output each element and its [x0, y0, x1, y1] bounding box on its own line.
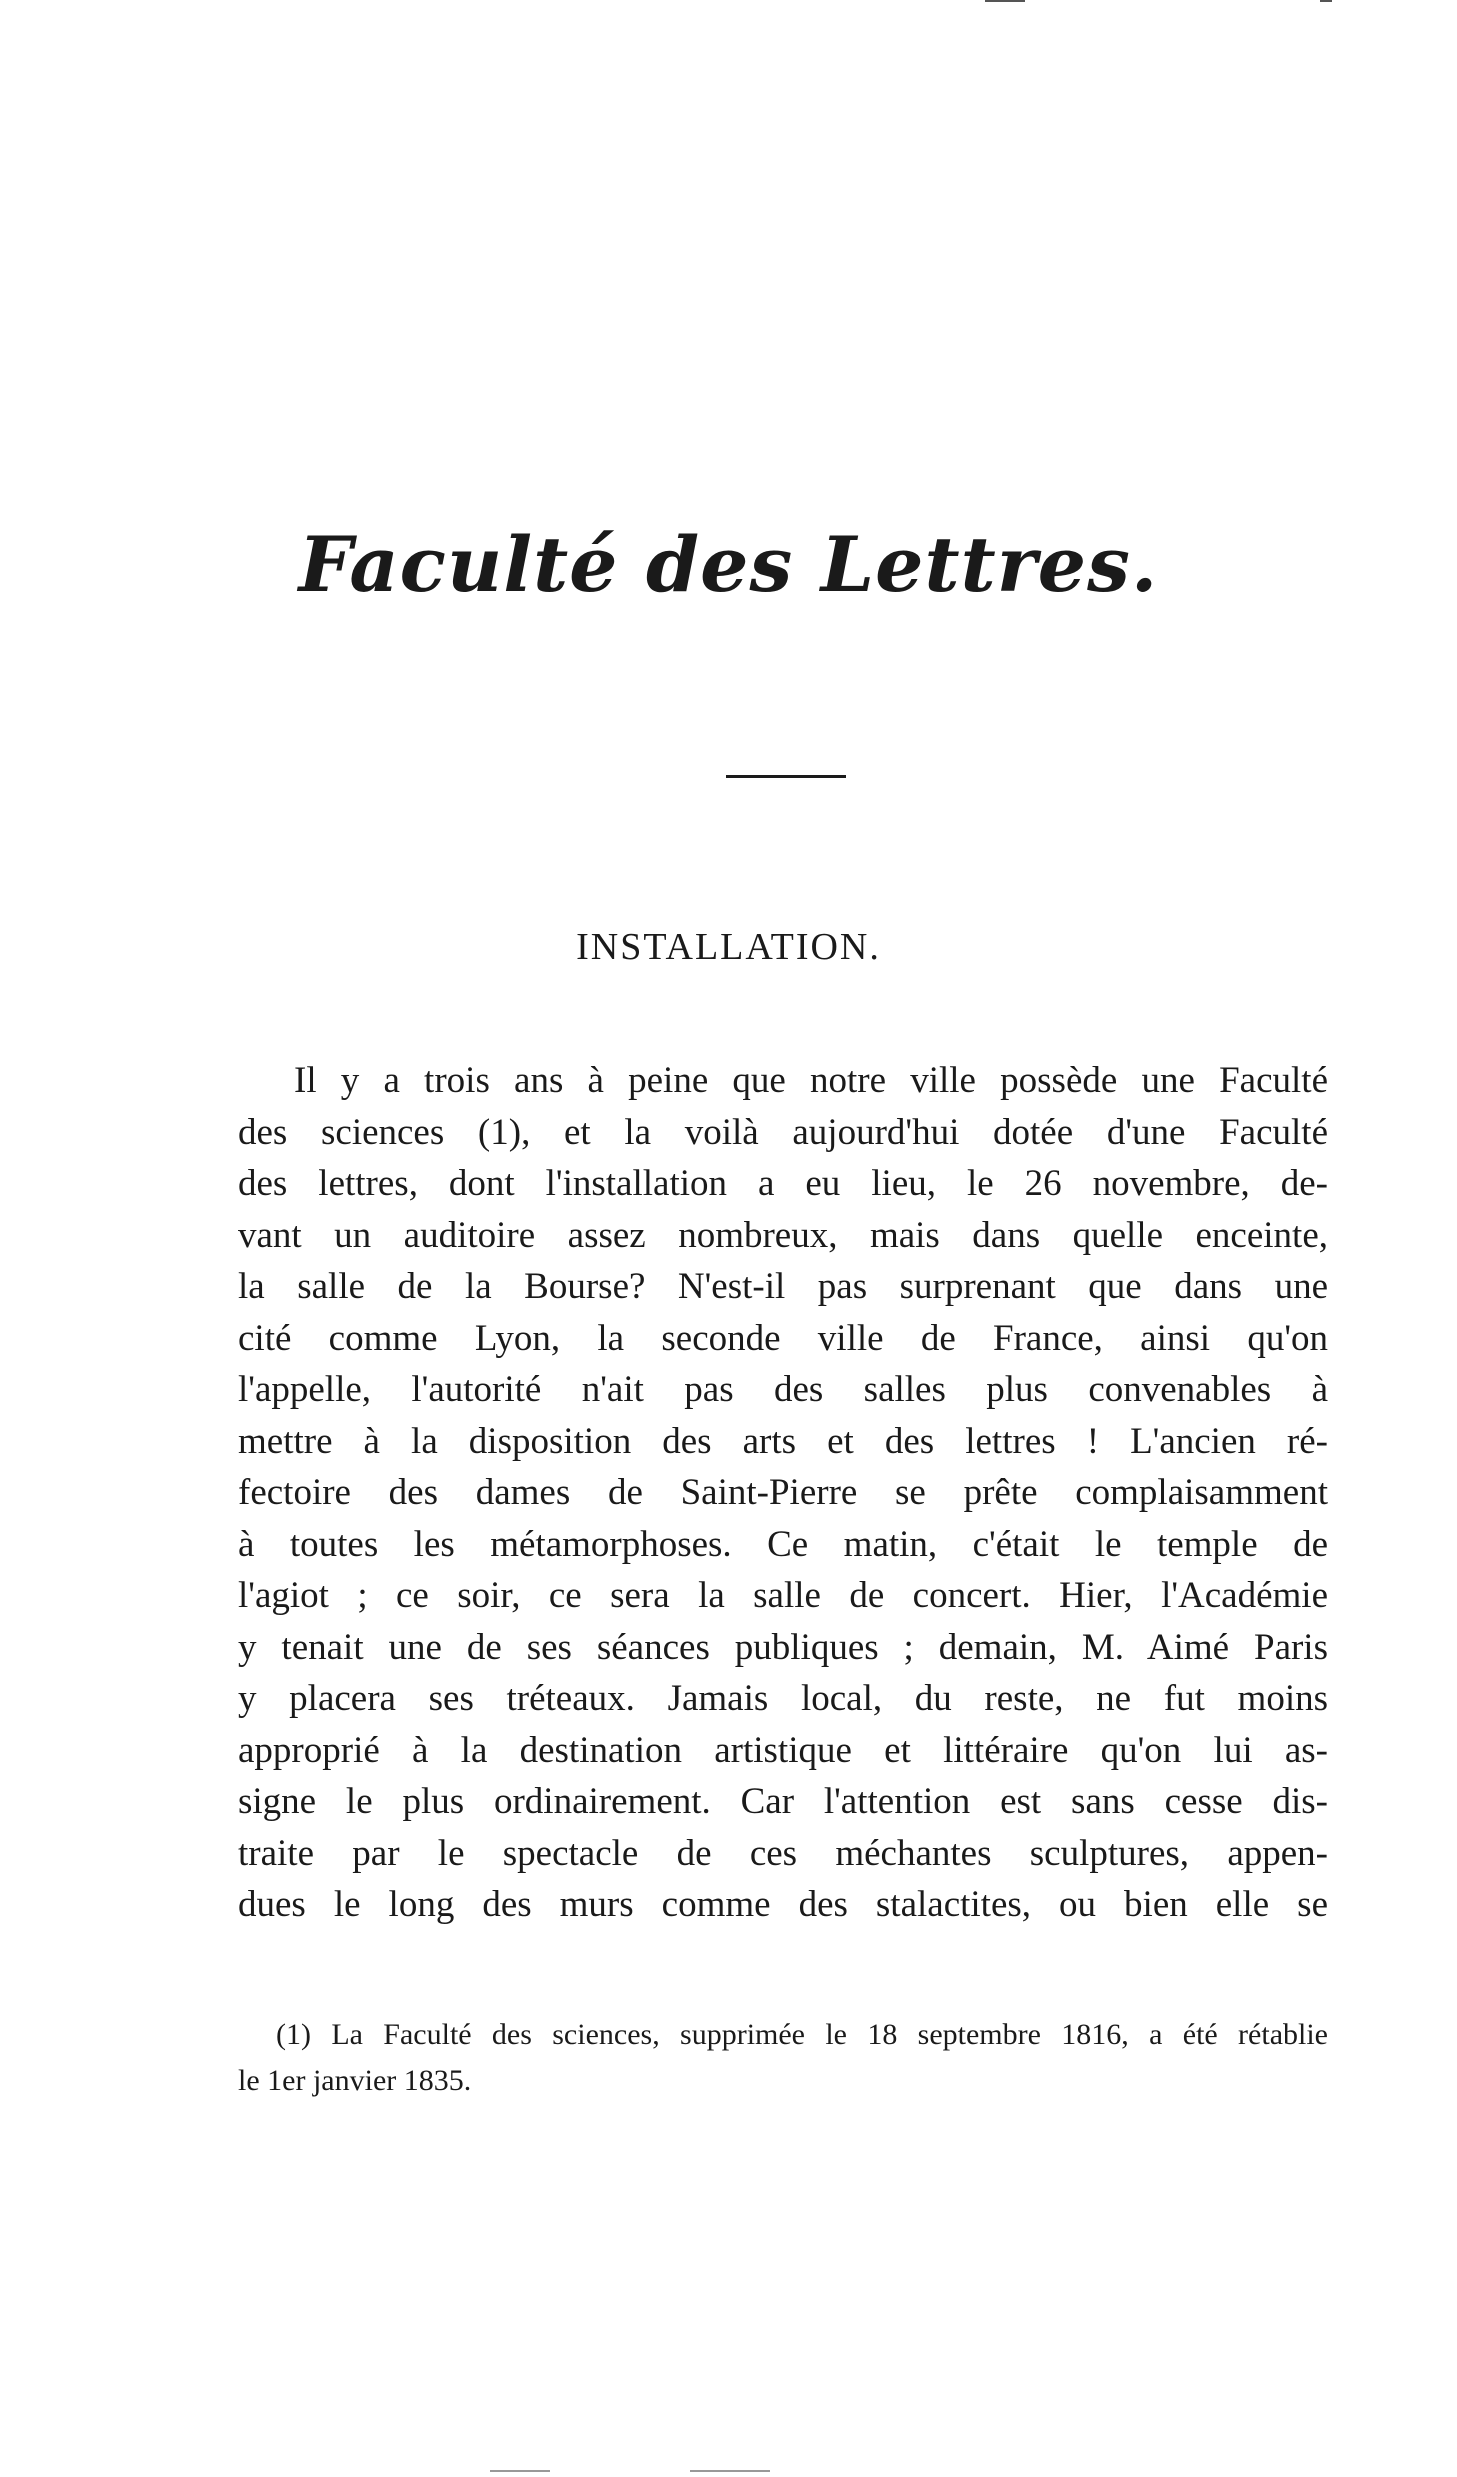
body-line: des lettres, dont l'installation a eu lieu, le 26 novembre, de- — [238, 1163, 1328, 1204]
body-line: signe le plus ordinairement. Car l'attention est sans cesse dis- — [238, 1781, 1328, 1822]
body-line: l'appelle, l'autorité n'ait pas des salles plus convenables à — [238, 1369, 1328, 1410]
body-line: y tenait une de ses séances publiques ; demain, M. Aimé Paris — [238, 1626, 1328, 1668]
scan-mark-bottom-center — [690, 2470, 770, 2472]
body-line: vant un auditoire assez nombreux, mais dans quelle enceinte, — [238, 1214, 1328, 1256]
body-line: fectoire des dames de Saint-Pierre se prête complaisamment — [238, 1472, 1328, 1513]
footnote-line: le 1er janvier 1835. — [238, 2064, 472, 2097]
body-line: cité comme Lyon, la seconde ville de France, ainsi qu'on — [238, 1317, 1328, 1359]
body-line: traite par le spectacle de ces méchantes sculptures, appen- — [238, 1832, 1328, 1874]
body-line: approprié à la destination artistique et littéraire qu'on lui as- — [238, 1729, 1328, 1771]
body-paragraph — [238, 1055, 1328, 1931]
body-line: à toutes les métamorphoses. Ce matin, c'était le temple de — [238, 1523, 1328, 1565]
footnote — [238, 2012, 1328, 2104]
footnote-line: (1) La Faculté des sciences, supprimée le 18 septembre 1816, a été rétablie — [276, 2018, 1328, 2051]
body-line: des sciences (1), et la voilà aujourd'hui dotée d'une Faculté — [238, 1111, 1328, 1153]
section-heading: INSTALLATION. — [576, 926, 881, 968]
body-line: la salle de la Bourse? N'est-il pas surprenant que dans une — [238, 1266, 1328, 1307]
scan-mark-top — [985, 0, 1025, 2]
title-divider — [726, 775, 846, 778]
scan-mark-bottom — [490, 2470, 550, 2472]
body-line: Il y a trois ans à peine que notre ville possède une Faculté — [294, 1060, 1328, 1101]
scan-mark-top-right — [1320, 0, 1332, 2]
body-line: dues le long des murs comme des stalactites, ou bien elle se — [238, 1884, 1328, 1925]
body-line: y placera ses tréteaux. Jamais local, du reste, ne fut moins — [238, 1678, 1328, 1719]
body-line: mettre à la disposition des arts et des lettres ! L'ancien ré- — [238, 1420, 1328, 1462]
body-line: l'agiot ; ce soir, ce sera la salle de concert. Hier, l'Académie — [238, 1575, 1328, 1616]
page-title: Faculté des Lettres. — [298, 520, 1159, 609]
